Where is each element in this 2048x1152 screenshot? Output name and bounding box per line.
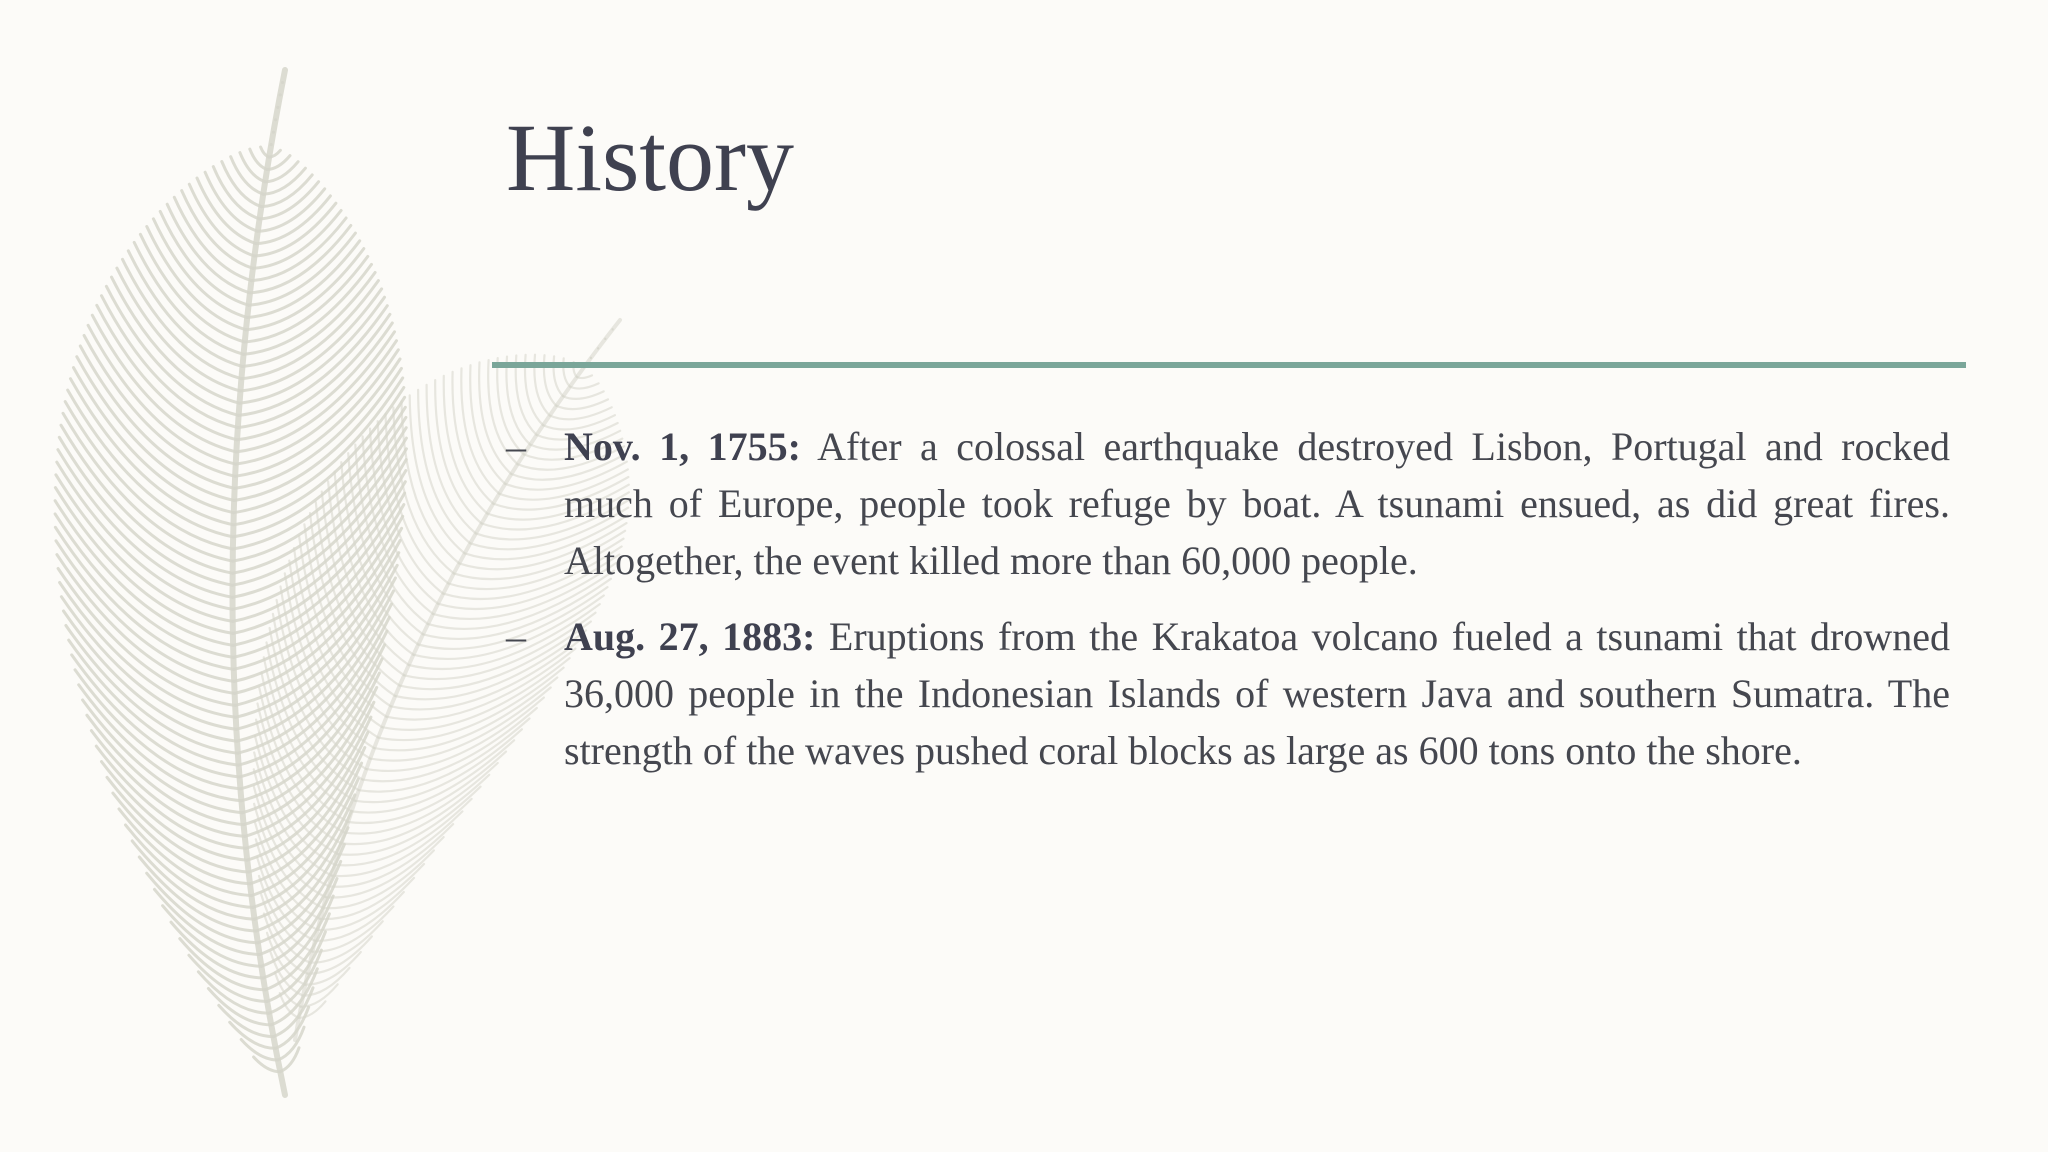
bullet-marker: –: [506, 614, 526, 659]
bullet-item: [506, 608, 1950, 779]
bullet-date: Nov. 1, 1755:: [564, 424, 801, 469]
bullet-marker: –: [506, 424, 526, 469]
bullet-item: [506, 418, 1950, 589]
bullet-list: [506, 418, 1950, 798]
bullet-text: After a colossal earthquake destroyed Lisbon, Portugal and rocked much of Europe, people took refuge by boat. A tsunami ensued, as did great fires. Altogether, the event killed more than 60,000 people.: [564, 424, 1950, 583]
bullet-text: Eruptions from the Krakatoa volcano fueled a tsunami that drowned 36,000 people in the Indonesian Islands of western Java and southern Sumatra. The strength of the waves pushed coral blocks as large as 600 tons onto the shore.: [564, 614, 1951, 773]
slide-title: History: [506, 104, 794, 211]
bullet-date: Aug. 27, 1883:: [564, 614, 816, 659]
title-divider: [492, 362, 1966, 368]
